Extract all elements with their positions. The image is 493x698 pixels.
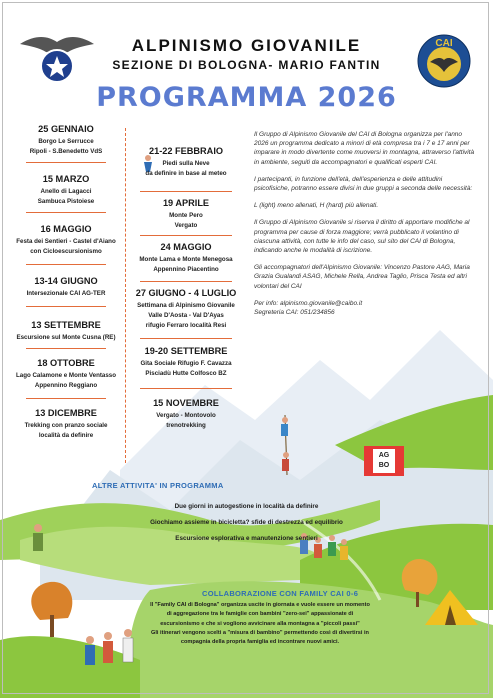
separator	[140, 388, 232, 389]
separator	[140, 338, 232, 339]
collab-title: COLLABORAZIONE CON FAMILY CAI 0-6	[202, 589, 359, 598]
event-jan-25	[18, 124, 114, 157]
event-feb-21-22	[130, 146, 242, 179]
separator	[26, 212, 106, 213]
info-levels: L (light) meno allenati, H (hard) più allenati.	[254, 202, 379, 210]
event-date: 24 MAGGIO	[160, 242, 212, 252]
info-intro: Il Gruppo di Alpinismo Giovanile del CAI di Bologna organizza per l'anno 2026 un programma dedicato a minori di età compresa tra i 7 e 17 anni per imparare in modo divertente come muoversi in montagna, attraverso l'attività in ambiente, seguiti da accompagnatori e qualificati esperti CAI.	[254, 131, 475, 166]
event-may-16	[10, 224, 122, 257]
event-line: Appennino Reggiano	[34, 382, 98, 389]
event-line: Festa dei Sentieri - Castel d'Aiano	[16, 238, 116, 245]
event-line: Intersezionale CAI AG-TER	[26, 290, 106, 297]
event-line: Vergato	[174, 222, 198, 229]
page-title: ALPINISMO GIOVANILE	[131, 36, 362, 55]
event-line: Pisciadù Hutte Colfosco BZ	[145, 370, 227, 377]
info-leaders: Gli accompagnatori dell'Alpinismo Giovanile: Vincenzo Pastore AAG, Maria Grazia Gualandi ASAG, Michele Rella, Andrea Taglio, Prisca Testa ed altri volontari del CAI	[254, 264, 470, 290]
info-phone: Segreteria CAI: 051/234856	[254, 309, 335, 317]
event-line: rifugio Ferraro località Resi	[145, 322, 227, 329]
event-line: con Cicloescursionismo	[30, 248, 102, 255]
collab-line: Il "Family CAI di Bologna" organizza uscite in giornata e vuole essere un momento	[150, 602, 370, 608]
sign-line-1: AG	[378, 452, 390, 459]
event-line: località da definire	[38, 432, 94, 439]
event-line: Monte Pero	[169, 212, 203, 219]
event-line: Monte Lama e Monte Menegosa	[139, 256, 233, 263]
collab-line: Gli itinerari vengono scelti a "misura di bambino" permettendo così di divertirsi in	[151, 629, 369, 636]
info-changes: Il Gruppo di Alpinismo Giovanile si riserva il diritto di apportare modifiche al programma per cause di forza maggiore; verrà pubblicato il volantino di ciascuna attività, con tutte le info del caso, sul sito del CAI di Bologna, indicando anche le modalità di iscrizione.	[254, 219, 470, 255]
event-line: Piedi sulla Neve	[162, 160, 210, 167]
event-date: 21-22 FEBBRAIO	[148, 146, 224, 156]
activities-title: ALTRE ATTIVITA' IN PROGRAMMA	[92, 481, 224, 490]
event-may-24	[128, 242, 244, 275]
event-line: Sambuca Pistoiese	[37, 198, 95, 205]
event-oct-18	[14, 358, 118, 391]
event-date: 16 MAGGIO	[40, 224, 92, 234]
event-jun-27-jul-4	[126, 288, 246, 331]
event-line: Escursione sul Monte Cusna (RE)	[16, 334, 116, 341]
event-line: Ripoli - S.Benedetto VdS	[29, 148, 103, 155]
event-date: 27 GIUGNO - 4 LUGLIO	[135, 288, 237, 298]
event-line: Appennino Piacentino	[153, 266, 219, 273]
collab-text	[140, 601, 380, 647]
event-sep-13	[12, 320, 120, 343]
event-dec-13	[18, 408, 114, 441]
event-date: 13 SETTEMBRE	[31, 320, 101, 330]
collab-line: escursionismo e che si vogliono avvicinare alla montagna a "piccoli passi"	[160, 620, 360, 627]
event-date: 18 OTTOBRE	[37, 358, 95, 368]
separator	[140, 281, 232, 282]
activity-item: Escursione esplorativa e manutenzione sentieri	[175, 535, 318, 542]
event-apr-19	[130, 198, 242, 231]
event-date: 13 DICEMBRE	[35, 408, 97, 418]
activity-item: Giochiamo assieme in bicicletta? sfide di destrezza ed equilibrio	[150, 519, 343, 526]
event-date: 15 NOVEMBRE	[153, 398, 219, 408]
program-heading: PROGRAMMA 2026	[96, 82, 397, 113]
event-date: 19-20 SETTEMBRE	[144, 346, 228, 356]
separator	[140, 191, 232, 192]
separator	[26, 306, 106, 307]
event-mar-15	[18, 174, 114, 207]
collab-line: compagnia della propria famiglia ed incontrare nuovi amici.	[180, 639, 340, 646]
separator	[26, 398, 106, 399]
event-date: 15 MARZO	[42, 174, 90, 184]
event-line: Borgo Le Serrucce	[38, 138, 94, 145]
separator	[26, 264, 106, 265]
event-line: Anello di Lagacci	[40, 188, 92, 195]
event-line: trenotrekking	[166, 422, 206, 429]
event-line: da definire in base al meteo	[145, 170, 227, 177]
event-date: 13-14 GIUGNO	[34, 276, 98, 286]
logo-lettering: CAI	[435, 38, 453, 49]
page-subtitle: SEZIONE DI BOLOGNA- MARIO FANTIN	[112, 58, 381, 72]
separator	[140, 235, 232, 236]
info-groups: I partecipanti, in funzione dell'età, dell'esperienza e delle attitudini psicofisiche, potranno essere divisi in due gruppi a seconda delle necessità:	[254, 175, 473, 193]
activity-item: Due giorni in autogestione in località da definire	[174, 503, 319, 510]
event-line: Lago Calamone e Monte Ventasso	[15, 372, 117, 379]
event-line: Trekking con pranzo sociale	[24, 422, 108, 429]
event-date: 19 APRILE	[162, 198, 210, 208]
event-jun-13-14	[18, 276, 114, 299]
event-line: Valle D'Aosta - Val D'Ayas	[148, 312, 224, 319]
event-line: Settimana di Alpinismo Giovanile	[137, 302, 235, 309]
event-nov-15	[130, 398, 242, 431]
sign-line-2: BO	[378, 462, 390, 469]
event-date: 25 GENNAIO	[38, 124, 94, 134]
ag-bo-sign	[364, 446, 404, 476]
event-line: Gita Sociale Rifugio F. Cavazza	[140, 360, 232, 367]
separator	[26, 162, 106, 163]
info-text	[254, 130, 476, 317]
separator	[26, 348, 106, 349]
event-line: Vergato - Montovolo	[156, 412, 216, 419]
event-sep-19-20	[128, 346, 244, 379]
collab-line: di aggregazione tra le famiglie con bambini "zero-sei" appassionate di	[166, 611, 354, 618]
info-email: Per info: alpinismo.giovanile@caibo.it	[254, 299, 363, 307]
